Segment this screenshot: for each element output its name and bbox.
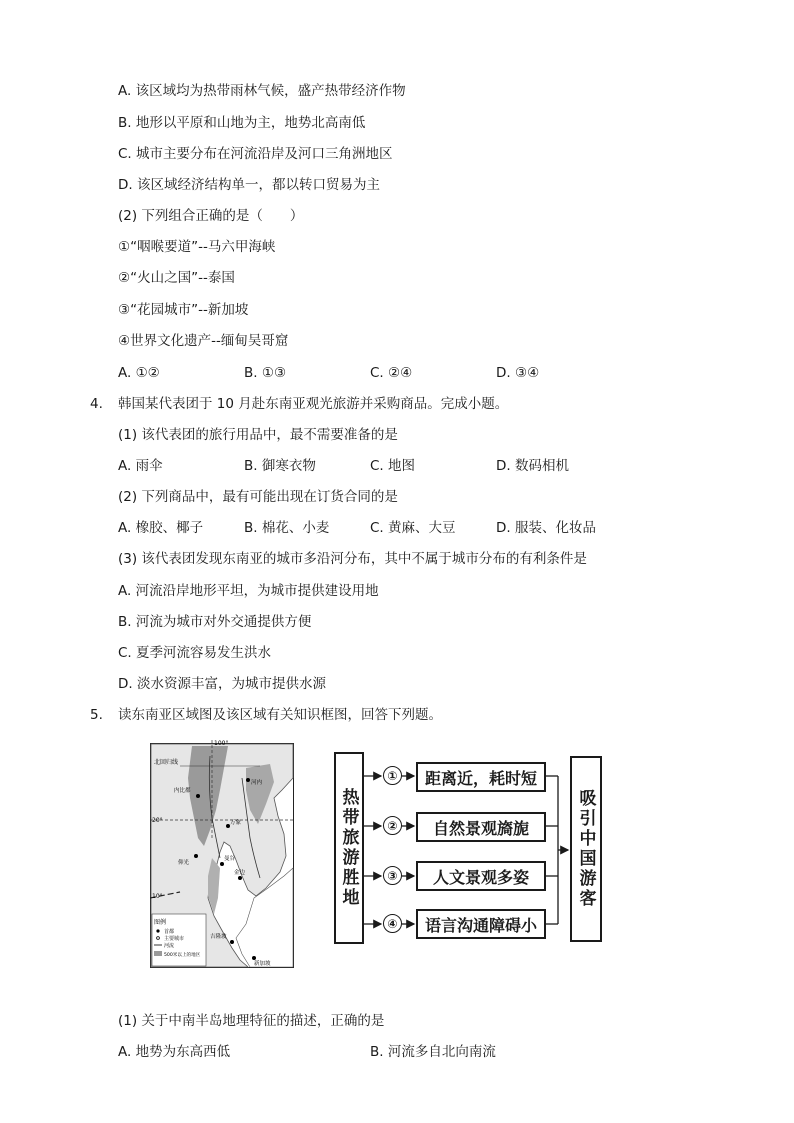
q4-part3-stem: (3) 该代表团发现东南亚的城市多沿河分布，其中不属于城市分布的有利条件是 xyxy=(118,551,587,567)
map-label-tropic: 北回归线 xyxy=(154,759,179,766)
q3-part2-option-d: D. ③④ xyxy=(496,365,540,381)
q3-part2-option-a: A. ①② xyxy=(118,365,160,381)
legend-terrain-icon xyxy=(154,951,162,956)
city-hanoi-dot xyxy=(246,778,250,782)
q4-part2-option-c: C. 黄麻、大豆 xyxy=(370,520,456,536)
legend-capital-icon xyxy=(156,929,159,932)
q4-part1-option-a: A. 雨伞 xyxy=(118,458,163,474)
map-lat-20: 20° xyxy=(152,817,163,824)
map-label-yangon: 仰光 xyxy=(178,860,190,866)
map-label-phnompenh: 金边 xyxy=(234,870,246,876)
q4-stem: 韩国某代表团于 10 月赴东南亚观光旅游并采购商品。完成小题。 xyxy=(118,396,509,412)
q4-part3-option-a: A. 河流沿岸地形平坦，为城市提供建设用地 xyxy=(118,583,379,599)
city-phnompenh-dot xyxy=(238,876,242,880)
q5-part1-option-a: A. 地势为东高西低 xyxy=(118,1044,231,1060)
diagram-circle-3: ③ xyxy=(383,866,402,885)
q3-option-b: B. 地形以平原和山地为主，地势北高南低 xyxy=(118,115,366,131)
legend-terrain: 500米以上的地区 xyxy=(164,953,201,958)
city-bangkok-dot xyxy=(220,862,224,866)
q4-part1-stem: (1) 该代表团的旅行用品中，最不需要准备的是 xyxy=(118,427,398,443)
map-svg xyxy=(150,738,294,968)
legend-title: 图例 xyxy=(154,919,167,926)
legend-city: 主要城市 xyxy=(164,936,185,942)
map-lon-label: 100° xyxy=(214,740,229,747)
q3-option-d: D. 该区域经济结构单一，都以转口贸易为主 xyxy=(118,177,380,193)
q5-number: 5. xyxy=(90,707,103,723)
q5-part1-stem: (1) 关于中南半岛地理特征的描述，正确的是 xyxy=(118,1013,385,1029)
diagram-circle-4: ④ xyxy=(383,914,402,933)
diagram-circle-1: ① xyxy=(383,766,402,785)
q4-part1-option-d: D. 数码相机 xyxy=(496,458,569,474)
q3-option-c: C. 城市主要分布在河流沿岸及河口三角洲地区 xyxy=(118,146,393,162)
q3-part2-option-c: C. ②④ xyxy=(370,365,413,381)
q4-number: 4. xyxy=(90,396,103,412)
q4-part2-stem: (2) 下列商品中，最有可能出现在订货合同的是 xyxy=(118,489,398,505)
q5-stem: 读东南亚区域图及该区域有关知识框图，回答下列题。 xyxy=(118,707,442,723)
diagram-left-box: 热带旅游胜地 xyxy=(334,752,364,944)
city-singapore-dot xyxy=(252,956,256,960)
q4-part1-option-c: C. 地图 xyxy=(370,458,416,474)
q4-part2-option-d: D. 服装、化妆品 xyxy=(496,520,596,536)
q4-part3-option-c: C. 夏季河流容易发生洪水 xyxy=(118,645,272,661)
q3-part2-option-b: B. ①③ xyxy=(244,365,287,381)
q3-part2-item-4: ④世界文化遗产--缅甸吴哥窟 xyxy=(118,333,289,349)
q3-part2-item-2: ②“火山之国”--泰国 xyxy=(118,270,235,286)
diagram-circle-2: ② xyxy=(383,816,402,835)
map-label-singapore: 新加坡 xyxy=(254,961,271,967)
map-lat-10: 10° xyxy=(152,893,163,900)
city-kualalumpur-dot xyxy=(230,940,234,944)
q4-part3-option-b: B. 河流为城市对外交通提供方便 xyxy=(118,614,312,630)
city-yangon-dot xyxy=(194,854,198,858)
q4-part2-option-a: A. 橡胶、椰子 xyxy=(118,520,204,536)
diagram-right-box: 吸引中国游客 xyxy=(570,756,602,942)
map-label-kualalumpur: 吉隆坡 xyxy=(210,934,227,940)
q3-part2-item-1: ①“咽喉要道”--马六甲海峡 xyxy=(118,239,276,255)
q3-part2-item-3: ③“花园城市”--新加坡 xyxy=(118,302,249,318)
q3-option-a: A. 该区域均为热带雨林气候，盛产热带经济作物 xyxy=(118,83,406,99)
map-label-vientiane: 万象 xyxy=(230,820,242,826)
southeast-asia-map xyxy=(150,738,294,968)
diagram-item-2: 自然景观旖旎 xyxy=(416,812,546,842)
q4-part3-option-d: D. 淡水资源丰富，为城市提供水源 xyxy=(118,676,326,692)
city-naypyidaw-dot xyxy=(196,794,200,798)
legend-capital: 首都 xyxy=(164,929,175,935)
diagram-item-1: 距离近，耗时短 xyxy=(416,762,546,792)
diagram-item-3: 人文景观多姿 xyxy=(416,861,546,891)
q4-part1-option-b: B. 御寒衣物 xyxy=(244,458,316,474)
map-label-hanoi: 河内 xyxy=(251,780,263,786)
knowledge-diagram xyxy=(330,752,605,944)
q3-part2-stem: (2) 下列组合正确的是（ ） xyxy=(118,208,304,224)
map-label-naypyidaw: 内比都 xyxy=(174,788,191,794)
legend-river: 河流 xyxy=(164,943,175,949)
map-label-bangkok: 曼谷 xyxy=(224,856,236,862)
q4-part2-option-b: B. 棉花、小麦 xyxy=(244,520,330,536)
q5-part1-option-b: B. 河流多自北向南流 xyxy=(370,1044,496,1060)
diagram-item-4: 语言沟通障碍小 xyxy=(416,909,546,939)
